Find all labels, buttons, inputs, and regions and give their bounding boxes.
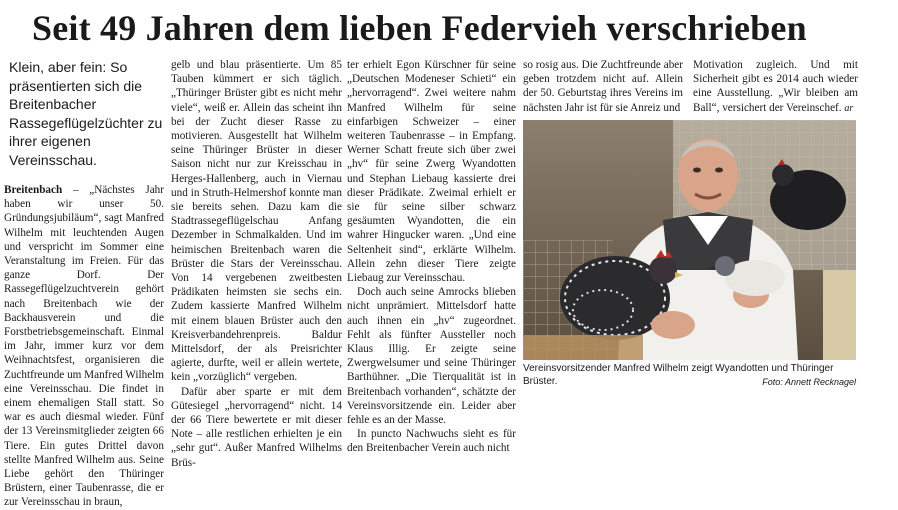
article-headline: Seit 49 Jahren dem lieben Federvieh verschrieben: [32, 8, 807, 48]
article-paragraph: Dafür aber sparte er mit dem Gütesiegel „hervorragend“ nicht. 14 der 66 Tiere bewertete er mit dieser Note – alle restlichen erhielten je ein „sehr gut“. Außer Manfred Wilhelms Brüs-: [171, 385, 342, 469]
article-column-1: [4, 58, 164, 510]
article-column-2: [171, 58, 342, 470]
article-paragraph: [693, 58, 858, 116]
article-column-4a: [523, 58, 683, 115]
photo-illustration: [523, 120, 856, 360]
body-text: Motivation zugleich. Und mit Sicherheit gibt es 2014 auch wieder eine Ausstellung. „Wir bleiben am Ball“, versichert der Vereinschef.: [693, 59, 858, 114]
article-lead: Klein, aber fein: So präsentierten sich die Breitenbacher Rassegeflügelzüchter zu ihrer eigenen Vereinsschau.: [9, 59, 163, 168]
photo-caption: Vereinsvorsitzender Manfred Wilhelm zeigt Wyandotten und Thüringer Brüster.: [523, 363, 834, 387]
article-column-4b: [693, 58, 858, 116]
article-paragraph: so rosig aus. Die Zuchtfreunde aber geben trotzdem nicht auf. Allein der 50. Geburtstag ihres Vereins im nächsten Jahr ist für sie Anreiz und: [523, 59, 683, 114]
article-paragraph: ter erhielt Egon Kürschner für seine „Deutschen Modeneser Schieti“ ein „hervorragend“. Zwei weitere nahm Manfred Wilhelm für seine einfarbigen Schweizer – einer weiteren Taubenrasse – in Empfang. Werner Schatt freute sich über zwei „hv“ für seine Zwerg Wyandotten und Stephan Liebaug kassierte drei dieser Prädikate. Zweimal erhielt er sie für seine silber schwarz gesäumten Wyandotten, die ein wahrer Hingucker waren. „Und eine Seltenheit sind“, erklärte Wilhelm. Allein zehn dieser Tiere zeigte Liebaug zur Vereinsschau.: [347, 59, 516, 285]
dateline: Breitenbach: [4, 184, 63, 196]
photo-credit: Foto: Annett Recknagel: [762, 377, 856, 387]
article-paragraph: In puncto Nachwuchs sieht es für den Breitenbacher Verein auch nicht: [347, 428, 516, 455]
article-photo: [523, 120, 856, 360]
article-paragraph: gelb und blau präsentierte. Um 85 Tauben kümmert er sich täglich. „Thüringer Brüster gibt es nicht mehr viele“, weiß er. Allein das scheint ihn bei der Zucht dieser Rasse zu motivieren. Ausgestellt hat Wilhelm seine Thüringer Brüster in dieser Saison nicht nur zur Kreisschau in Herges-Hallenberg, auch in Viernau und in Struth-Helmershof konnte man sie bereits sehen. Dazu kam die Stadtrassegeflügelschau Anfang Dezember in Schmalkalden. Und im heimischen Breitenbach waren die Brüster die Stars der Vereinsschau. Von 14 vergebenen zweitbesten Prädikaten heimsten sie sechs ein. Zudem kassierte Manfred Wilhelm mit einem blauen Brüster auch den Kreisverbandehrenpreis. Baldur Mittelsdorf, der als Preisrichter agierte, durfte, weil er allein wertete, kein „vorzüglich“ vergeben.: [171, 59, 342, 384]
article-paragraph: Doch auch seine Amrocks blieben nicht unprämiert. Mittelsdorf hatte auch ihnen ein „hv“ zugeordnet. Fehlt als fünfter Aussteller noch Klaus Illig. Er zeigte seine Zwergwelsumer und seine Thüringer Barthühner. „Die Tierqualität ist in Breitenbach vorhanden“, schätzte der Vereinsvorsitzende ein. Leider aber fehle es an der Masse.: [347, 286, 516, 427]
body-text: – „Nächstes Jahr haben wir unser 50. Gründungsjubiläum“, sagt Manfred Wilhelm mit leuchtenden Augen und verspricht im Sommer eine Veranstaltung im Freien. Für das ganze Dorf. Der Rassegeflügelzuchtverein gehört nach Breitenbach wie der Backhausverein und die Forstbetriebsgemeinschaft. Einmal im Jahr, immer kurz vor dem Weihnachtsfest, organisieren die Zuchtfreunde um Manfred Wilhelm eine Vereinsschau. Die findet in einem ehemaligen Stall statt. So war es auch diesmal wieder. Fünf der 13 Vereinsmitglieder zeigten 66 Tiere. Ein gutes Drittel davon stellte Manfred Wilhelm aus. Seine Liebe gehört den Thüringer Brüstern, einer Taubenrasse, die er zur Vereinsschau in braun,: [4, 184, 164, 509]
author-signature: ar: [844, 102, 854, 114]
article-column-3: [347, 58, 516, 456]
article-paragraph: [4, 183, 164, 510]
